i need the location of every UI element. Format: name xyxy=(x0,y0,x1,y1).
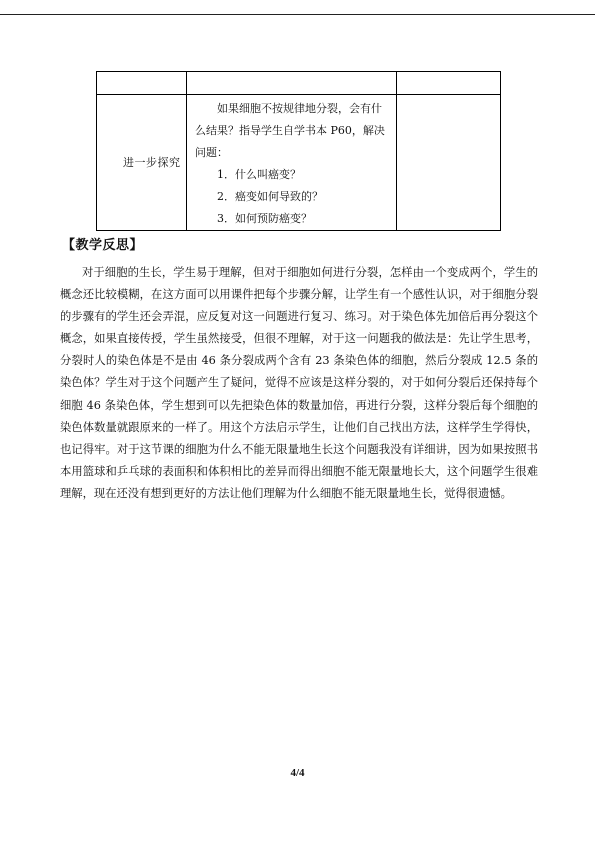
table-cell xyxy=(187,72,397,95)
content-intro: 如果细胞不按规律地分裂，会有什么结果？指导学生自学书本 P60，解决问题： xyxy=(195,102,385,159)
question-item: 3．如何预防癌变？ xyxy=(217,212,312,225)
table-row-further-inquiry xyxy=(97,95,501,231)
content-cell xyxy=(187,95,397,231)
question-item: 1．什么叫癌变？ xyxy=(217,168,301,181)
header-rule xyxy=(0,14,595,15)
table-cell xyxy=(397,95,501,231)
reflection-title: 【教学反思】 xyxy=(62,238,144,253)
lesson-table xyxy=(96,71,501,231)
table-cell xyxy=(97,72,187,95)
reflection-body: 对于细胞的生长，学生易于理解，但对于细胞如何进行分裂，怎样由一个变成两个，学生的概念还比较模糊，在这方面可以用课件把每个步骤分解，让学生有一个感性认识，对于细胞分裂的步骤有的学生还会弄混，应反复对这一问题进行复习、练习。对于染色体先加倍后再分裂这个概念，如果直接传授，学生虽然接受，但很不理解，对于这一问题我的做法是：先让学生思考，分裂时人的染色体是不是由 46 条分裂成两个含有 23 条染色体的细胞，然后分裂成 12.5 条的染色体？学生对于这个问题产生了疑问，觉得不应该是这样分裂的，对于如何分裂后还保持每个细胞 46 条染色体，学生想到可以先把染色体的数量加倍，再进行分裂，这样分裂后每个细胞的染色体数量就跟原来的一样了。用这个方法启示学生，让他们自己找出方法，这样学生学得快，也记得牢。对于这节课的细胞为什么不能无限量地生长这个问题我没有详细讲，因为如果按照书本用篮球和乒乓球的表面积和体积相比的差异而得出细胞不能无限量地长大，这个问题学生很难理解，现在还没有想到更好的方法让他们理解为什么细胞不能无限量地生长，觉得很遗憾。 xyxy=(60,266,538,500)
question-item: 2．癌变如何导致的？ xyxy=(217,190,323,203)
table-cell xyxy=(397,72,501,95)
table-row-empty xyxy=(97,72,501,95)
stage-cell xyxy=(97,95,187,231)
page-number: 4/4 xyxy=(290,767,305,779)
stage-label: 进一步探究 xyxy=(123,155,181,169)
